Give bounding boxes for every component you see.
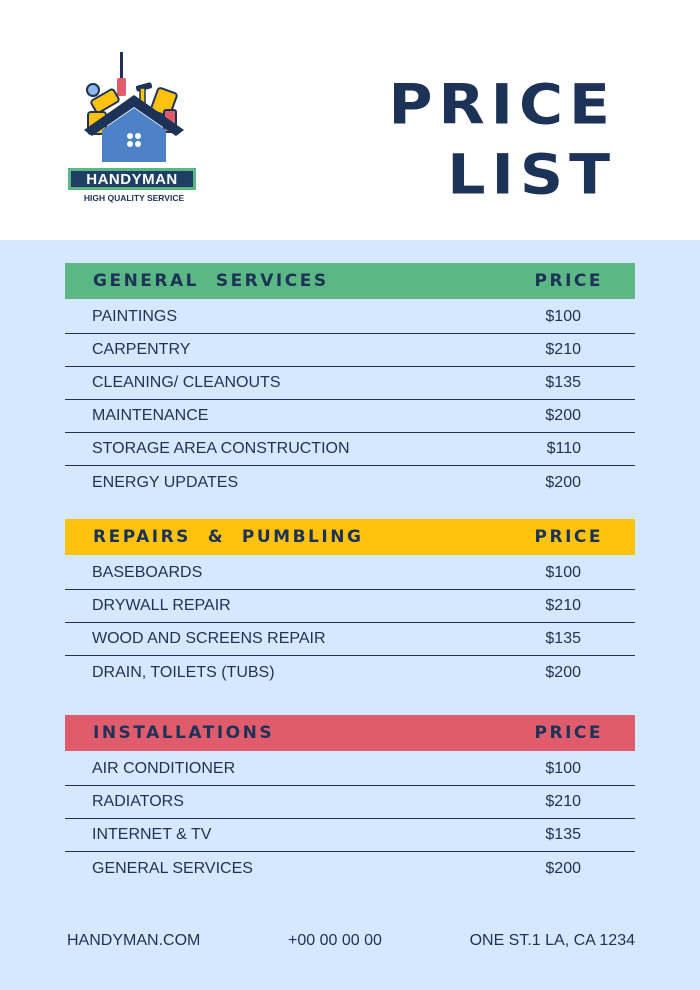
- house-tools-icon: [64, 50, 204, 170]
- price-column-label: PRICE: [534, 723, 603, 743]
- logo-brand-name: HANDYMAN: [68, 168, 196, 190]
- footer-address: ONE ST.1 LA, CA 1234: [469, 932, 635, 949]
- price-row: [65, 786, 635, 819]
- title-line-1: PRICE: [388, 72, 616, 138]
- service-price: $110: [546, 440, 581, 457]
- service-name: CARPENTRY: [92, 341, 191, 358]
- page-title: [388, 70, 616, 210]
- service-price: $100: [545, 760, 581, 777]
- service-name: CLEANING/ CLEANOUTS: [92, 374, 281, 391]
- service-name: ENERGY UPDATES: [92, 473, 239, 491]
- service-name: AIR CONDITIONER: [92, 760, 236, 777]
- service-name: INTERNET & TV: [92, 826, 212, 843]
- price-row: [65, 623, 635, 656]
- price-column-label: PRICE: [534, 271, 603, 291]
- service-name: STORAGE AREA CONSTRUCTION: [92, 440, 350, 457]
- section-header-bar: [65, 715, 635, 751]
- service-price: $210: [545, 341, 581, 358]
- section-general-services: [65, 263, 635, 499]
- price-row: [65, 433, 635, 466]
- service-name: PAINTINGS: [92, 308, 178, 325]
- price-column-label: PRICE: [534, 527, 603, 547]
- service-price: $210: [545, 793, 581, 810]
- section-heading: REPAIRS & PUMBLING: [93, 527, 364, 547]
- price-rows: [65, 299, 635, 499]
- section-heading: GENERAL SERVICES: [93, 271, 329, 291]
- price-row: [65, 557, 635, 590]
- price-row: [65, 466, 635, 499]
- service-price: $135: [545, 826, 581, 843]
- service-price: $200: [545, 663, 581, 681]
- service-name: WOOD AND SCREENS REPAIR: [92, 630, 326, 647]
- section-header-bar: [65, 519, 635, 555]
- logo-tagline: HIGH QUALITY SERVICE: [83, 193, 185, 203]
- footer-phone: +00 00 00 00: [288, 932, 382, 949]
- service-name: GENERAL SERVICES: [92, 859, 253, 877]
- title-line-2: LIST: [447, 142, 616, 208]
- service-name: MAINTENANCE: [92, 407, 209, 424]
- service-name: DRAIN, TOILETS (TUBS): [92, 663, 275, 681]
- price-row: [65, 819, 635, 852]
- price-row: [65, 301, 635, 334]
- service-price: $200: [545, 407, 581, 424]
- service-price: $210: [545, 597, 581, 614]
- section-installations: [65, 715, 635, 885]
- price-rows: [65, 555, 635, 689]
- service-price: $135: [545, 630, 581, 647]
- handyman-logo: [64, 50, 204, 210]
- price-row: [65, 334, 635, 367]
- price-row: [65, 656, 635, 689]
- service-price: $100: [545, 308, 581, 325]
- service-name: BASEBOARDS: [92, 564, 203, 581]
- price-rows: [65, 751, 635, 885]
- price-row: [65, 400, 635, 433]
- price-row: [65, 753, 635, 786]
- service-price: $135: [545, 374, 581, 391]
- section-header-bar: [65, 263, 635, 299]
- footer-website: HANDYMAN.COM: [67, 932, 201, 949]
- section-heading: INSTALLATIONS: [93, 723, 275, 743]
- section-repairs-plumbing: [65, 519, 635, 689]
- footer: [67, 932, 635, 950]
- price-row: [65, 367, 635, 400]
- service-name: RADIATORS: [92, 793, 184, 810]
- service-price: $200: [545, 859, 581, 877]
- service-price: $100: [545, 564, 581, 581]
- service-name: DRYWALL REPAIR: [92, 597, 231, 614]
- service-price: $200: [545, 473, 581, 491]
- header: [0, 0, 700, 240]
- price-row: [65, 852, 635, 885]
- price-row: [65, 590, 635, 623]
